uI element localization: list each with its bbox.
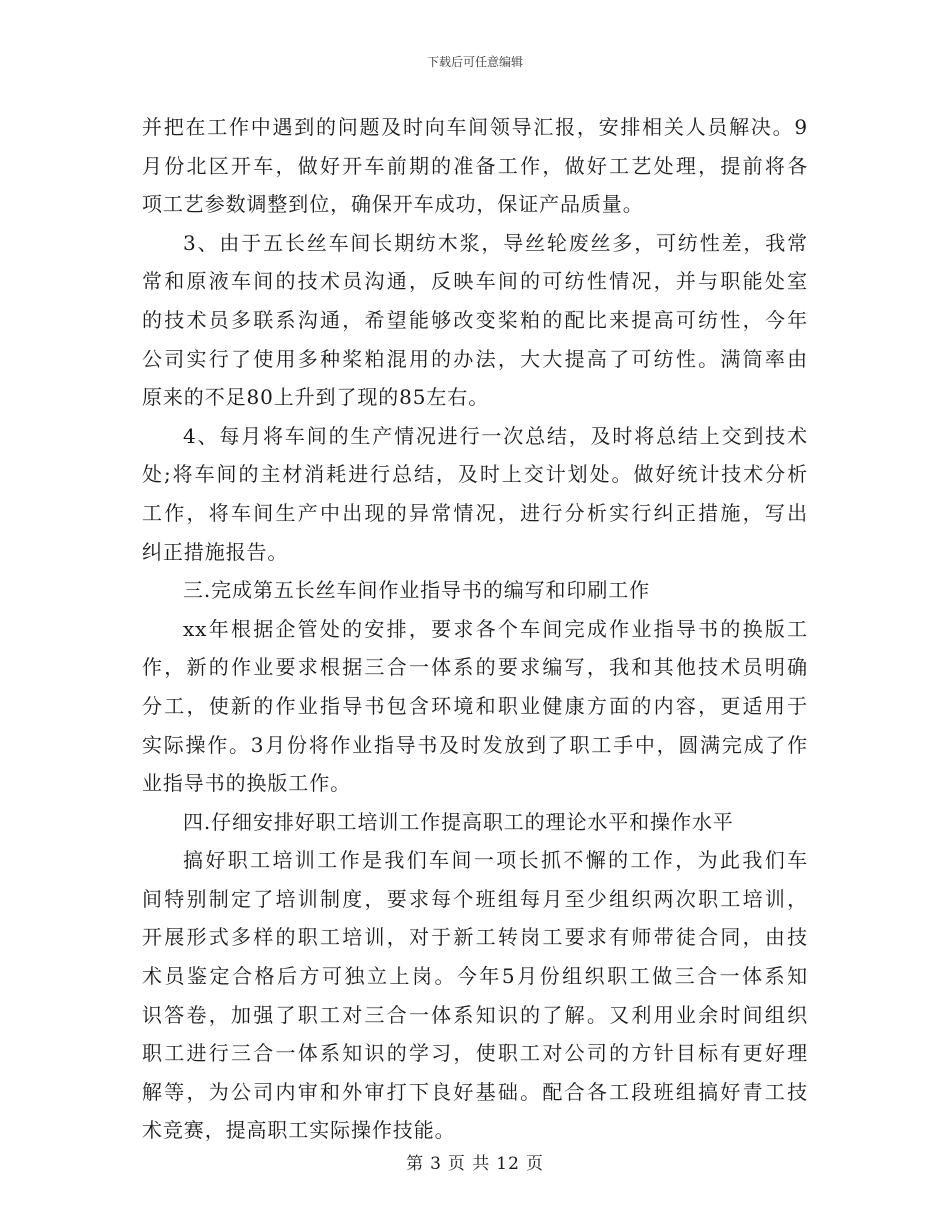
text-line: 常和原液车间的技术员沟通，反映车间的可纺性情况，并与职能处室 — [142, 269, 808, 294]
text-line: 实际操作。3月份将作业指导书及时发放到了职工手中，圆满完成了作 — [142, 732, 808, 757]
current-page-number: 3 — [430, 1154, 442, 1174]
text-line: 处;将车间的主材消耗进行总结，及时上交计划处。做好统计技术分析 — [142, 462, 808, 487]
total-page-count: 12 — [496, 1154, 520, 1174]
text-line: 纠正措施报告。 — [142, 539, 289, 564]
paragraph-start-line: 搞好职工培训工作是我们车间一项长抓不懈的工作，为此我们车 — [183, 848, 808, 873]
text-line: 业指导书的换版工作。 — [142, 771, 351, 796]
text-line: 工作，将车间生产中出现的异常情况，进行分析实行纠正措施，写出 — [142, 500, 808, 525]
text-line: 月份北区开车，做好开车前期的准备工作，做好工艺处理，提前将各 — [142, 153, 808, 178]
text-line: 间特别制定了培训制度，要求每个班组每月至少组织两次职工培训， — [142, 886, 808, 911]
text-line: 识答卷，加强了职工对三合一体系知识的了解。又利用业余时间组织 — [142, 1002, 808, 1027]
page-footer — [0, 1152, 950, 1176]
footer-suffix: 页 — [525, 1154, 544, 1174]
text-line: 术竞赛，提高职工实际操作技能。 — [142, 1118, 456, 1143]
header-note: 下载后可任意编辑 — [426, 55, 523, 69]
text-line: 开展形式多样的职工培训，对于新工转岗工要求有师带徒合同，由技 — [142, 925, 808, 950]
text-line: 解等，为公司内审和外审打下良好基础。配合各工段班组搞好青工技 — [142, 1079, 808, 1104]
text-line: 并把在工作中遇到的问题及时向车间领导汇报，安排相关人员解决。9 — [142, 115, 808, 139]
text-line: 分工，使新的作业指导书包含环境和职业健康方面的内容，更适用于 — [142, 693, 808, 718]
text-line: 公司实行了使用多种桨粕混用的办法，大大提高了可纺性。满筒率由 — [142, 346, 808, 371]
footer-middle: 页 共 — [447, 1154, 491, 1174]
text-line: 原来的不足80上升到了现的85左右。 — [142, 385, 490, 410]
text-line: 术员鉴定合格后方可独立上岗。今年5月份组织职工做三合一体系知 — [142, 964, 808, 989]
section-heading: 三.完成第五长丝车间作业指导书的编写和印刷工作 — [183, 578, 651, 603]
paragraph-start-line: 4、每月将车间的生产情况进行一次总结，及时将总结上交到技术 — [183, 423, 808, 448]
document-body — [142, 108, 808, 1150]
paragraph-start-line: xx年根据企管处的安排，要求各个车间完成作业指导书的换版工 — [183, 616, 808, 641]
footer-prefix: 第 — [406, 1154, 425, 1174]
text-line: 项工艺参数调整到位，确保开车成功，保证产品质量。 — [142, 192, 644, 217]
text-line: 作，新的作业要求根据三合一体系的要求编写，我和其他技术员明确 — [142, 655, 808, 680]
paragraph-start-line: 3、由于五长丝车间长期纺木浆，导丝轮废丝多，可纺性差，我常 — [183, 230, 808, 255]
section-heading: 四.仔细安排好职工培训工作提高职工的理论水平和操作水平 — [183, 809, 734, 834]
text-line: 的技术员多联系沟通，希望能够改变桨粕的配比来提高可纺性，今年 — [142, 307, 808, 332]
text-line: 职工进行三合一体系知识的学习，使职工对公司的方针目标有更好理 — [142, 1041, 808, 1066]
